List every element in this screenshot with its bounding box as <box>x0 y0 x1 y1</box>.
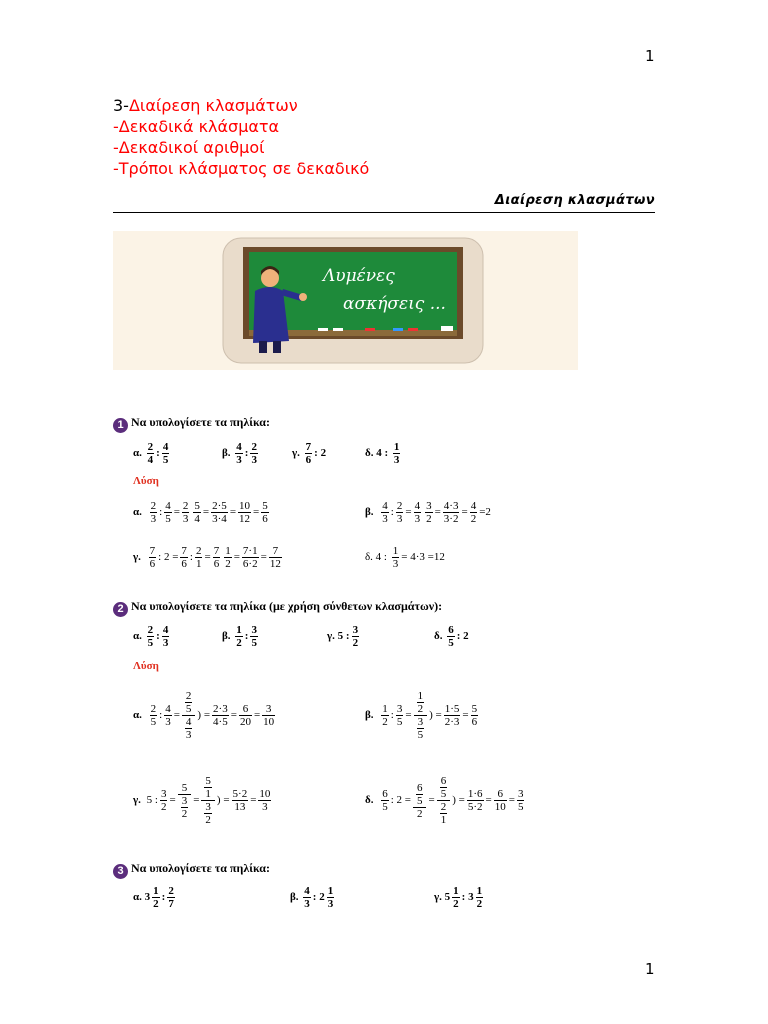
ex3-question-c: γ. 5 $\frac{1}{2}$ : 3 $\frac{1}{2}$ <box>434 885 483 910</box>
ex2-question-b: β. $\frac{1}{2}$ : $\frac{3}{5}$ <box>222 624 257 649</box>
ex1-question-c: γ. $\frac{7}{6}$ : 2 <box>292 441 327 466</box>
board-text-2: ασκήσεις ... <box>343 294 446 314</box>
ex2-question-d: δ. $\frac{6}{5}$ : 2 <box>434 624 469 649</box>
heading-rule <box>113 212 655 213</box>
ex1-solution-d: δ. 4 : $\frac{1}{3}$ = 4·3 =12 <box>365 545 445 570</box>
teacher-blackboard-illustration <box>113 231 578 370</box>
ex2-solution-b: β. $\frac{1}{2}$ : $\frac{3}{5}$ = $\frac{\frac{1}{2}}{\frac{3}{5}}$ ) = $\frac{1\cdot 5}{2\cdot 3}$ = $\frac{5}{6}$ <box>365 690 478 741</box>
title-line-3: -Δεκαδικοί αριθμοί <box>113 138 265 157</box>
title-text: Διαίρεση κλασμάτων <box>128 96 298 115</box>
ex1-solution-a: α. $\frac{2}{3}$ : $\frac{4}{5}$ = $\frac{2}{3}$ $\frac{5}{4}$ = $\frac{2\cdot 5}{3\cdot 4}$ = $\frac{10}{12}$ = $\frac{5}{6}$ <box>133 500 268 525</box>
exercise-number-badge: 1 <box>113 418 128 433</box>
page-number-top: 1 <box>645 47 655 65</box>
exercise-number-badge: 2 <box>113 602 128 617</box>
ex1-solution-label: Λύση <box>133 475 159 487</box>
ex2-question-a: α. $\frac{2}{5}$ : $\frac{4}{3}$ <box>133 624 169 649</box>
title-line-1 <box>113 95 298 116</box>
ex1-solution-c: γ. $\frac{7}{6}$ : 2 = $\frac{7}{6}$ : $\frac{2}{1}$ = $\frac{7}{6}$ $\frac{1}{2}$ = $\frac{7\cdot 1}{6\cdot 2}$ = $\frac{7}{12}$ <box>133 545 281 570</box>
ex3-question-a: α. 3 $\frac{1}{2}$ : $\frac{2}{7}$ <box>133 885 174 910</box>
exercise-1-title: 1 Να υπολογίσετε τα πηλίκα: <box>113 415 270 433</box>
title-prefix: 3- <box>113 96 129 115</box>
exercise-3-title: 3 Να υπολογίσετε τα πηλίκα: <box>113 861 270 879</box>
exercise-number-badge: 3 <box>113 864 128 879</box>
ex2-question-c: γ. 5 : $\frac{3}{2}$ <box>327 624 359 649</box>
ex2-solution-c: γ. 5 : $\frac{3}{2}$ = $\frac{5}{\frac{3}{2}}$ = $\frac{\frac{5}{1}}{\frac{3}{2}}$ ) = $\frac{5\cdot 2}{13}$ = $\frac{10}{3}$ <box>133 775 271 826</box>
ex1-question-b: β. $\frac{4}{3}$ : $\frac{2}{3}$ <box>222 441 257 466</box>
ex2-solution-d: δ. $\frac{6}{5}$ : 2 = $\frac{\frac{6}{5}}{2}$ = $\frac{\frac{6}{5}}{\frac{2}{1}}$ ) = $\frac{1\cdot 6}{5\cdot 2}$ = $\frac{6}{10}$ = $\frac{3}{5}$ <box>365 775 524 826</box>
ex1-question-d: δ. 4 : $\frac{1}{3}$ <box>365 441 400 466</box>
ex2-solution-a: α. $\frac{2}{5}$ : $\frac{4}{3}$ = $\frac{\frac{2}{5}}{\frac{4}{3}}$ ) = $\frac{2\cdot 3}{4\cdot 5}$ = $\frac{6}{20}$ = $\frac{3}{10}$ <box>133 690 275 741</box>
board-text-1: Λυμένες <box>323 266 395 286</box>
ex1-solution-b: β. $\frac{4}{3}$ : $\frac{2}{3}$ = $\frac{4}{3}$ $\frac{3}{2}$ = $\frac{4\cdot 3}{3\cdot 2}$ = $\frac{4}{2}$ =2 <box>365 500 491 525</box>
ex3-question-b: β. $\frac{4}{3}$ : 2 $\frac{1}{3}$ <box>290 885 334 910</box>
title-line-4: -Τρόποι κλάσματος σε δεκαδικό <box>113 159 370 178</box>
ex1-question-a: α. $\frac{2}{4}$ : $\frac{4}{5}$ <box>133 441 169 466</box>
section-heading: Διαίρεση κλασμάτων <box>494 193 655 208</box>
page-number-bottom: 1 <box>645 960 655 978</box>
ex2-solution-label: Λύση <box>133 660 159 672</box>
exercise-2-title: 2 Να υπολογίσετε τα πηλίκα (με χρήση σύνθετων κλασμάτων): <box>113 599 442 617</box>
title-line-2: -Δεκαδικά κλάσματα <box>113 117 280 136</box>
solved-exercises-banner <box>113 231 578 370</box>
